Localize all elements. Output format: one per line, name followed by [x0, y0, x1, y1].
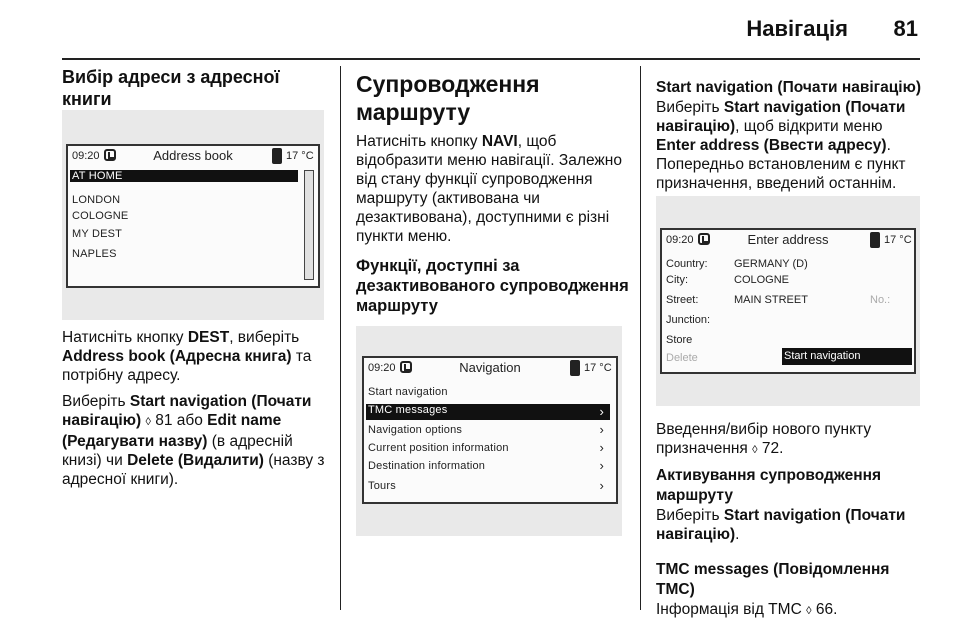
menu-item[interactable]: TMC messages ›: [366, 404, 610, 420]
navigation-menu-figure: [356, 326, 622, 536]
instruction-paragraph: Виберіть Start navigation (Почати навігацію), щоб відкрити меню Enter address (Ввести адресу). Попередньо встановленим є пункт призначення, введений останнім.: [656, 99, 906, 192]
screen-title: Navigation: [459, 360, 521, 375]
enter-address-figure: [656, 196, 920, 406]
screen-title: Address book: [153, 148, 233, 163]
subheading-start-navigation: Start navigation (Почати навігацію): [656, 79, 921, 96]
instruction-paragraph: Натисніть кнопку NAVI, щоб відобразити меню навігації. Залежно від стану функції супроводження маршруту (активована чи дезактивована), доступними є різні пункти меню.: [356, 133, 622, 245]
menu-item[interactable]: Destination information ›: [368, 458, 604, 473]
junction-field[interactable]: Junction:: [666, 314, 711, 326]
instruction-paragraph: Натисніть кнопку DEST, виберіть Address book (Адресна книга) та потрібну адресу.: [62, 329, 312, 384]
status-bar: [364, 358, 616, 380]
country-field[interactable]: GERMANY (D): [734, 258, 808, 270]
thermometer-icon: [272, 148, 282, 164]
status-bar: [662, 230, 914, 252]
column-1: [62, 66, 330, 110]
temperature: 17 °C: [286, 150, 314, 162]
menu-item[interactable]: Current position information ›: [368, 440, 604, 455]
clock-time: 09:20: [666, 234, 694, 246]
enter-address-screen: [660, 228, 916, 374]
address-book-screen: [66, 144, 320, 288]
column-3-body: [656, 420, 926, 621]
start-navigation-button[interactable]: Start navigation: [782, 348, 912, 365]
status-bar: [68, 146, 318, 168]
city-field[interactable]: COLOGNE: [734, 274, 790, 286]
address-book-figure: [62, 110, 324, 320]
chevron-right-icon: ›: [599, 404, 604, 419]
address-item[interactable]: LONDON: [72, 194, 121, 206]
address-item[interactable]: NAPLES: [72, 248, 117, 260]
instruction-paragraph: Виберіть Start navigation (Почати навігацію).: [656, 507, 906, 543]
screen-title: Enter address: [747, 232, 829, 247]
clock-time: 09:20: [368, 362, 396, 374]
street-field[interactable]: MAIN STREET: [734, 294, 808, 306]
instruction-paragraph: Інформація від TMC ◊ 66.: [656, 601, 838, 618]
address-item[interactable]: COLOGNE: [72, 210, 129, 222]
column-divider-1: [340, 66, 341, 610]
delete-button[interactable]: Delete: [666, 352, 698, 364]
column-3: [656, 78, 926, 193]
page-header-title: Навігація: [746, 16, 848, 41]
address-item[interactable]: AT HOME: [70, 170, 298, 182]
section-heading-guidance: Супроводження маршруту: [356, 71, 540, 125]
page-number: 81: [893, 16, 918, 41]
temperature: 17 °C: [584, 362, 612, 374]
clock-time: 09:20: [72, 150, 100, 162]
chevron-right-icon: ›: [599, 478, 604, 493]
city-label: City:: [666, 274, 688, 286]
instruction-paragraph: Введення/вибір нового пункту призначення ◊ 72.: [656, 421, 872, 457]
column-2: [356, 70, 634, 316]
menu-item[interactable]: Start navigation: [368, 386, 448, 398]
subheading-tmc-messages: TMC messages (Повідомлення TMC): [656, 561, 890, 598]
menu-item[interactable]: Tours ›: [368, 478, 604, 493]
store-button[interactable]: Store: [666, 334, 693, 346]
country-label: Country:: [666, 258, 708, 270]
column-divider-2: [640, 66, 641, 610]
street-label: Street:: [666, 294, 699, 306]
column-1-body: [62, 328, 330, 489]
address-item[interactable]: MY DEST: [72, 228, 123, 240]
subheading-activate-guidance: Активування супроводження маршруту: [656, 467, 881, 504]
thermometer-icon: [570, 360, 580, 376]
page-reference-icon: ◊: [752, 444, 758, 456]
chevron-right-icon: ›: [599, 458, 604, 473]
temperature: 17 °C: [884, 234, 912, 246]
house-number-field[interactable]: No.:: [870, 294, 891, 306]
navigation-menu-screen: [362, 356, 618, 504]
chevron-right-icon: ›: [599, 422, 604, 437]
chevron-right-icon: ›: [599, 440, 604, 455]
page-reference-icon: ◊: [806, 605, 812, 617]
section-heading-address-book: Вибір адреси з адресної книги: [62, 67, 280, 109]
subheading-functions: Функції, доступні за дезактивованого супроводження маршруту: [356, 257, 629, 315]
instruction-paragraph: Виберіть Start navigation (Почати навігацію) ◊ 81 або Edit name (Редагувати назву) (в адресній книзі) чи Delete (Видалити) (назву з адресної книги).: [62, 393, 325, 488]
menu-item[interactable]: Navigation options ›: [368, 422, 604, 437]
page-reference-icon: ◊: [145, 416, 151, 428]
header-divider: [62, 58, 920, 60]
scrollbar[interactable]: [304, 170, 314, 280]
thermometer-icon: [870, 232, 880, 248]
